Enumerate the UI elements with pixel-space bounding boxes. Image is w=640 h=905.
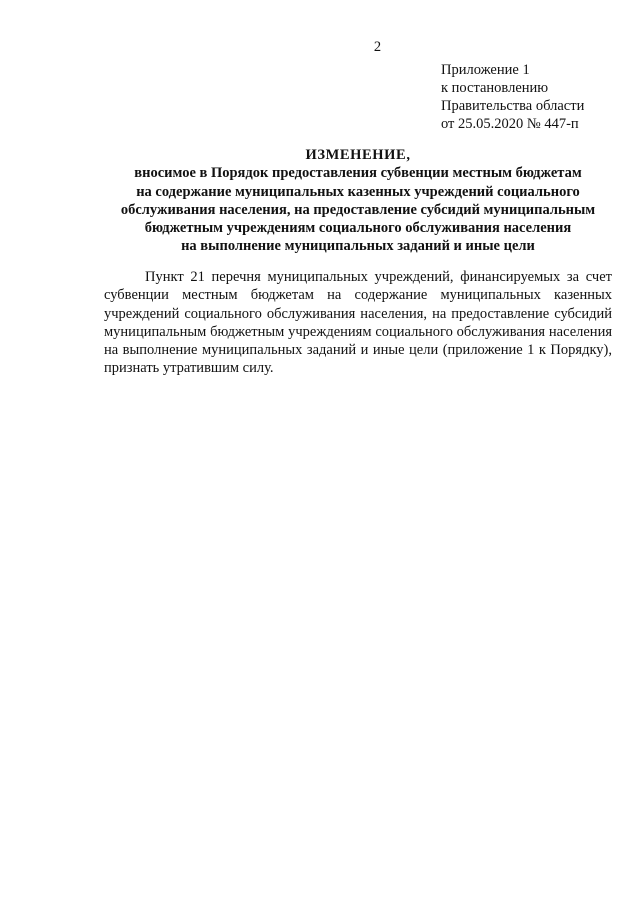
document-heading xyxy=(100,146,616,256)
appendix-line-4: от 25.05.2020 № 447-п xyxy=(441,116,579,132)
heading-line-3: обслуживания населения, на предоставление субсидий муниципальным xyxy=(120,201,596,218)
heading-line-1: вносимое в Порядок предоставления субвенции местным бюджетам xyxy=(134,165,582,182)
heading-line-2: на содержание муниципальных казенных учреждений социального xyxy=(136,183,580,200)
heading-line-4: бюджетным учреждениям социального обслуживания населения xyxy=(144,220,572,237)
appendix-block xyxy=(441,61,584,133)
appendix-line-3: Правительства области xyxy=(441,98,585,114)
appendix-line-1: Приложение 1 xyxy=(441,62,530,78)
body-paragraph: Пункт 21 перечня муниципальных учреждений, финансируемых за счет субвенции местным бюджетам на содержание муниципальных казенных учреждений социального обслуживания населения, на предоставление субсидий муниципальным бюджетным учреждениям социального обслуживания населения на выполнение муниципальных заданий и иные цели (приложение 1 к Порядку), признать утратившим силу. xyxy=(104,269,612,377)
heading-line-5: на выполнение муниципальных заданий и иные цели xyxy=(181,238,535,255)
appendix-line-2: к постановлению xyxy=(441,80,549,96)
heading-title: ИЗМЕНЕНИЕ, xyxy=(305,147,411,163)
page-number: 2 xyxy=(373,39,382,55)
